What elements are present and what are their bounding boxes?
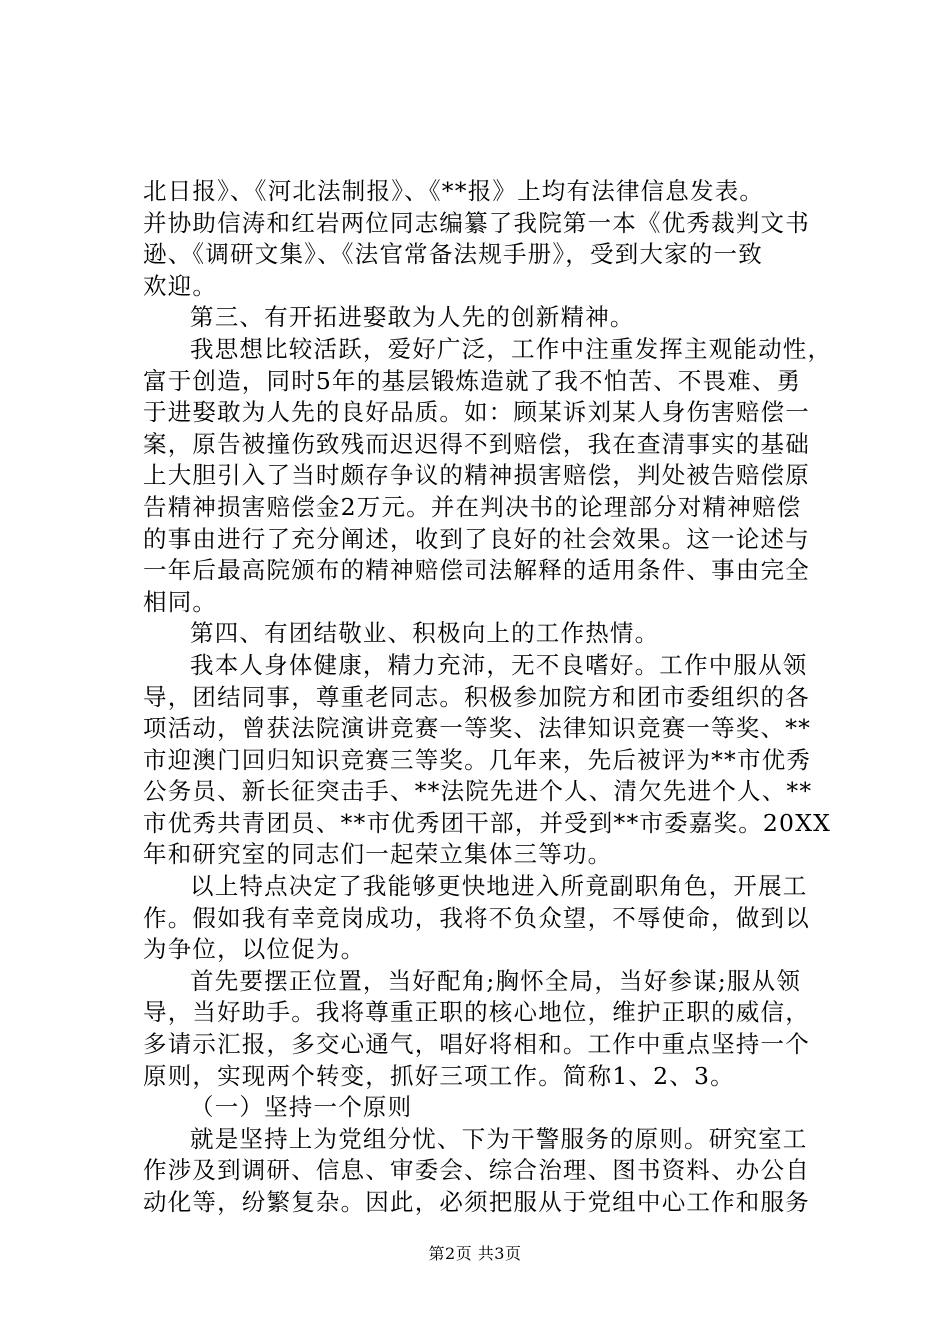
text-line: 为争位，以位促为。 <box>143 935 366 964</box>
text-line: 公务员、新长征突击手、**法院先进个人、清欠先进个人、** <box>143 777 813 806</box>
text-line: 并协助信涛和红岩两位同志编纂了我院第一本《优秀裁判文书 <box>143 208 810 237</box>
text-line: 逊、《调研文集》、《法官常备法规手册》，受到大家的一致 <box>143 240 763 269</box>
text-line: 原则，实现两个转变，抓好三项工作。简称1、2、3。 <box>143 1061 735 1090</box>
text-line: 市迎澳门回归知识竞赛三等奖。几年来，先后被评为**市优秀 <box>143 745 812 774</box>
text-line: 一年后最高院颁布的精神赔偿司法解释的适用条件、事由完全 <box>143 556 810 585</box>
text-line: 第三、有开拓进娶敢为人先的创新精神。 <box>190 303 635 332</box>
document-body <box>143 176 843 1219</box>
text-line: 多请示汇报，多交心通气，唱好将相和。工作中重点坚持一个 <box>143 1030 810 1059</box>
page-footer: 第2页 共3页 <box>428 1244 522 1263</box>
text-line: 导，团结同事，尊重老同志。积极参加院方和团市委组织的各 <box>143 682 810 711</box>
text-line: 案，原告被撞伤致残而迟迟得不到赔偿，我在查清事实的基础 <box>143 429 810 458</box>
text-line: 就是坚持上为党组分忧、下为干警服务的原则。研究室工 <box>190 1124 808 1153</box>
text-line: 导，当好助手。我将尊重正职的核心地位，维护正职的威信， <box>143 998 810 1027</box>
text-line: 相同。 <box>143 587 218 616</box>
text-line: 我思想比较活跃，爱好广泛，工作中注重发挥主观能动性， <box>190 334 833 363</box>
text-line: 作。假如我有幸竞岗成功，我将不负众望，不辱使命，做到以 <box>143 903 810 932</box>
text-line: 年和研究室的同志们一起荣立集体三等功。 <box>143 840 613 869</box>
text-line: 以上特点决定了我能够更快地进入所竟副职角色，开展工 <box>190 872 808 901</box>
text-line: 市优秀共青团员、**市优秀团干部，并受到**市委嘉奖。20XX <box>143 808 832 837</box>
text-line: 富于创造，同时5年的基层锻炼造就了我不怕苦、不畏难、勇 <box>143 366 802 395</box>
text-line: 欢迎。 <box>143 271 218 300</box>
text-line: 上大胆引入了当时颇存争议的精神损害赔偿，判处被告赔偿原 <box>143 461 810 490</box>
text-line: 我本人身体健康，精力充沛，无不良嗜好。工作中服从领 <box>190 650 808 679</box>
text-line: 作涉及到调研、信息、审委会、综合治理、图书资料、办公自 <box>143 1156 810 1185</box>
text-line: （一）坚持一个原则 <box>190 1093 413 1122</box>
text-line: 动化等，纷繁复杂。因此，必须把服从于党组中心工作和服务 <box>143 1188 810 1216</box>
text-line: 项活动，曾获法院演讲竞赛一等奖、法律知识竞赛一等奖、** <box>143 714 812 743</box>
text-line: 的事由进行了充分阐述，收到了良好的社会效果。这一论述与 <box>143 524 810 553</box>
text-line: 北日报》、《河北法制报》、《**报》上均有法律信息发表。 <box>143 177 765 205</box>
text-line: 告精神损害赔偿金2万元。并在判决书的论理部分对精神赔偿 <box>143 492 802 521</box>
text-line: 第四、有团结敬业、积极向上的工作热情。 <box>190 619 660 648</box>
text-line: 首先要摆正位置，当好配角;胸怀全局，当好参谋;服从领 <box>190 966 802 995</box>
text-line: 于进娶敢为人先的良好品质。如：顾某诉刘某人身伤害赔偿一 <box>143 398 810 427</box>
